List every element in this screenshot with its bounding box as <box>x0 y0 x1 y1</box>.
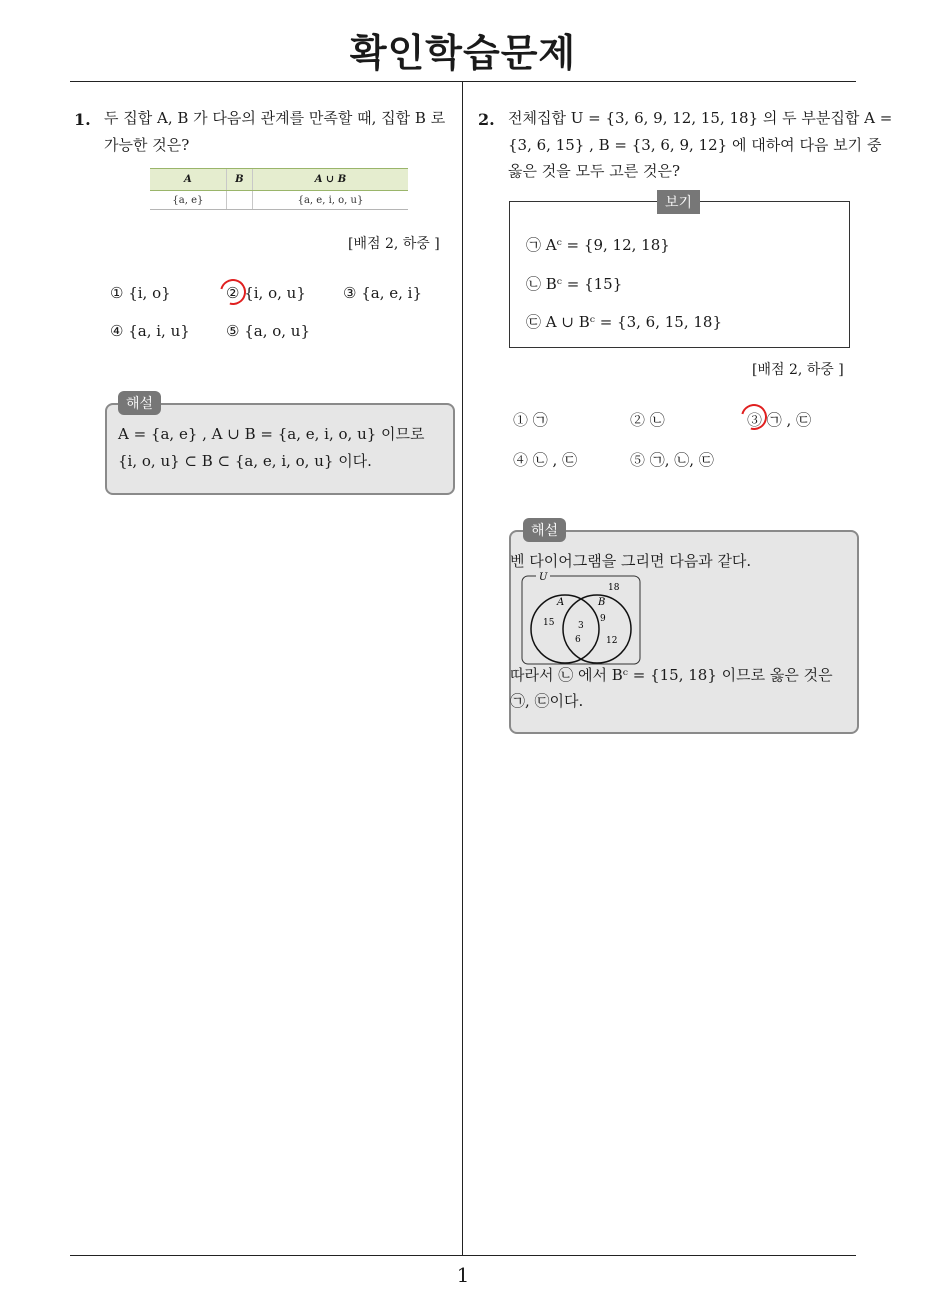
q1-choice-3[interactable]: ③ {a, e, i} <box>343 284 422 302</box>
q2-choice-3[interactable]: ③ ㉠ , ㉢ <box>747 411 812 429</box>
bogi-tag: 보기 <box>657 190 700 214</box>
q2-choice-5[interactable]: ⑤ ㉠, ㉡, ㉢ <box>630 451 714 469</box>
question-1-text-line2: 가능한 것은? <box>104 136 190 154</box>
question-2-explanation-line1: 벤 다이어그램을 그리면 다음과 같다. <box>510 552 752 570</box>
page-number: 1 <box>456 1263 470 1287</box>
question-1-explanation-line2: {i, o, u} ⊂ B ⊂ {a, e, i, o, u} 이다. <box>118 452 372 470</box>
question-2-text-line2: {3, 6, 15} , B = {3, 6, 9, 12} 에 대하여 다음 보기 중 <box>508 136 882 154</box>
question-2-explanation-tag: 해설 <box>523 518 566 542</box>
venn-diagram <box>520 569 644 669</box>
question-1-explanation-line1: A = {a, e} , A ∪ B = {a, e, i, o, u} 이므로 <box>118 425 425 443</box>
venn-label-b: B <box>598 597 606 608</box>
q1-choice-1[interactable]: ① {i, o} <box>110 284 171 302</box>
table-cell-union: {a, e, i, o, u} <box>252 191 408 210</box>
venn-value-15: 15 <box>543 618 555 628</box>
venn-value-12: 12 <box>606 636 618 646</box>
bogi-item-3: ㉢ A ∪ Bᶜ = {3, 6, 15, 18} <box>526 313 722 331</box>
question-1-number: 1. <box>74 110 91 129</box>
venn-circle-b <box>563 595 631 663</box>
question-1-score: [배점 2, 하중 ] <box>348 236 440 252</box>
question-2-number: 2. <box>478 110 495 129</box>
venn-circle-a <box>531 595 599 663</box>
question-1-table <box>150 168 408 210</box>
answer-circle-mark <box>215 274 251 310</box>
q2-choice-1[interactable]: ① ㉠ <box>513 411 548 429</box>
column-divider <box>462 82 463 1255</box>
q1-choice-2[interactable]: ② {i, o, u} <box>226 284 306 302</box>
venn-value-18: 18 <box>608 583 620 593</box>
header-rule <box>70 81 856 82</box>
q1-choice-4[interactable]: ④ {a, i, u} <box>110 322 190 340</box>
table-cell-a: {a, e} <box>150 191 226 210</box>
table-cell-b <box>226 191 252 210</box>
table-header-b: B <box>226 169 252 191</box>
footer-rule <box>70 1255 856 1256</box>
question-1-text-line1: 두 집합 A, B 가 다음의 관계를 만족할 때, 집합 B 로 <box>104 109 446 127</box>
venn-label-a: A <box>557 597 565 608</box>
venn-value-3: 3 <box>578 621 584 631</box>
q1-choice-5[interactable]: ⑤ {a, o, u} <box>226 322 311 340</box>
table-header-a: A <box>150 169 226 191</box>
question-1-explanation-tag: 해설 <box>118 391 161 415</box>
question-2-explanation-line2: 따라서 ㉡ 에서 Bᶜ = {15, 18} 이므로 옳은 것은 <box>510 666 833 684</box>
q2-choice-2[interactable]: ② ㉡ <box>630 411 665 429</box>
question-2-text-line3: 옳은 것을 모두 고른 것은? <box>508 162 681 180</box>
page-title: 확인학습문제 <box>349 31 577 75</box>
question-2-text-line1: 전체집합 U = {3, 6, 9, 12, 15, 18} 의 두 부분집합 A = <box>508 109 893 127</box>
bogi-item-2: ㉡ Bᶜ = {15} <box>526 275 623 293</box>
question-2-explanation-line3: ㉠, ㉢이다. <box>510 692 584 710</box>
q2-choice-4[interactable]: ④ ㉡ , ㉢ <box>513 451 578 469</box>
venn-value-6: 6 <box>575 635 581 645</box>
venn-value-9: 9 <box>600 614 606 624</box>
table-header-union: A ∪ B <box>252 169 408 191</box>
venn-label-u: U <box>539 572 548 583</box>
question-2-score: [배점 2, 하중 ] <box>752 362 844 378</box>
bogi-item-1: ㉠ Aᶜ = {9, 12, 18} <box>526 236 670 254</box>
